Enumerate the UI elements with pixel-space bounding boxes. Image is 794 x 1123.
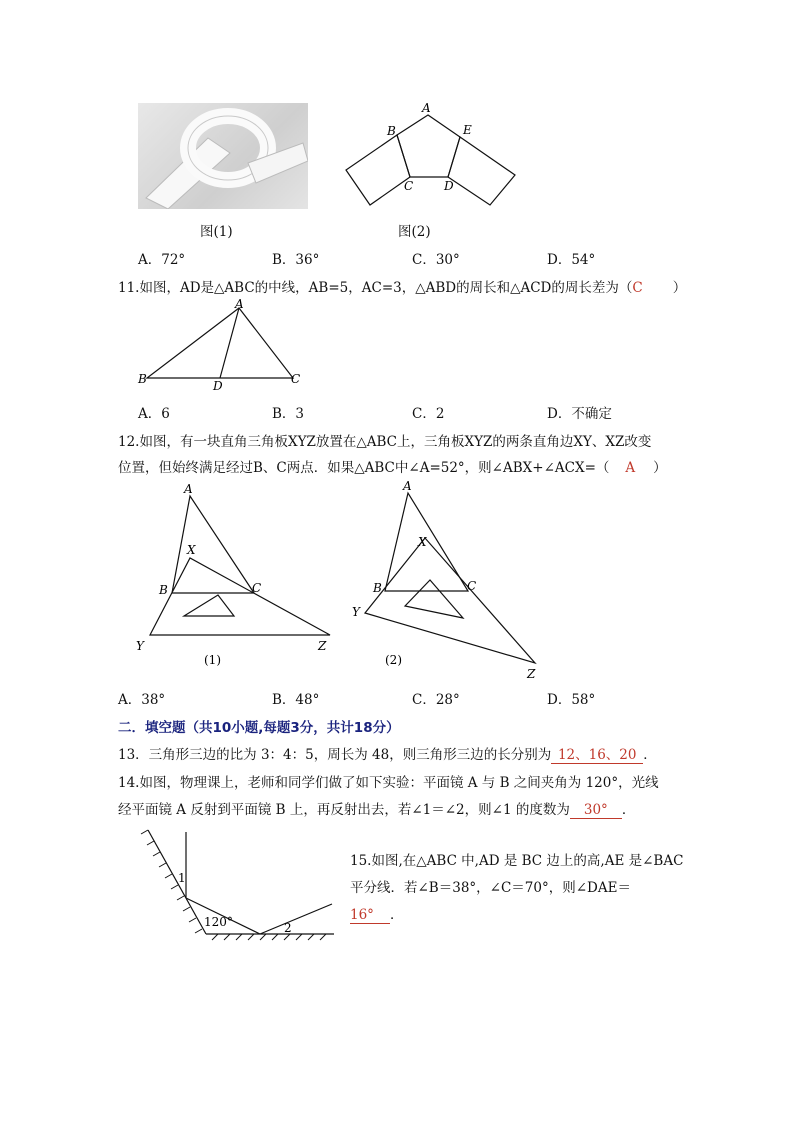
label-D: D [444, 179, 454, 193]
q12-2-label-Y: Y [352, 605, 360, 619]
q11-text: 11.如图，AD是△ABC的中线，AB=5，AC=3，△ABD的周长和△ACD的周长差为（ [118, 280, 633, 296]
q11-option-d: D．不确定 [547, 406, 612, 422]
q12-figure-2 [345, 478, 555, 683]
q11-close: ） [672, 280, 687, 296]
label-B: B [387, 124, 396, 138]
q12-1-label-C: C [252, 581, 262, 595]
q12-caption-1: (1) [204, 653, 221, 667]
folded-strip-drawing [138, 103, 308, 209]
q12-text2: 位置，但始终满足经过B、C两点．如果△ABC中∠A=52°，则∠ABX+∠ACX=（ [118, 460, 610, 476]
q11-option-a: A．6 [138, 406, 170, 422]
q12-line2 [118, 456, 667, 476]
q14-answer: 30° [570, 802, 622, 819]
label-C: C [404, 179, 414, 193]
section2-title: 二．填空题（共10小题,每题3分，共计18分） [118, 720, 400, 736]
q10-option-a: A．72° [138, 252, 186, 268]
q11-label-A: A [235, 298, 244, 311]
q12-1-label-B: B [159, 583, 168, 597]
q12-caption-2: (2) [385, 653, 402, 667]
label-E: E [463, 123, 472, 137]
fig1-caption: 图(1) [200, 224, 233, 240]
q13-question [118, 743, 657, 764]
q14-line2 [118, 798, 635, 819]
q11-label-D: D [213, 379, 223, 390]
q12-close: ） [653, 460, 667, 476]
q12-2-label-Z: Z [527, 667, 536, 681]
q12-figure-1 [132, 478, 342, 673]
q11-triangle-figure [135, 298, 310, 390]
q10-option-b: B．36° [272, 252, 320, 268]
q14-angle2-label: 2 [284, 921, 292, 935]
q12-1-label-Y: Y [136, 639, 144, 653]
q14-mirror-figure [138, 826, 343, 946]
q12-2-label-A: A [403, 479, 412, 493]
q10-option-c: C．30° [412, 252, 460, 268]
q15-answer: 16° [350, 907, 390, 924]
q14-angle-label: 120° [204, 915, 233, 929]
q12-2-label-X: X [418, 535, 427, 549]
pentagon-figure [340, 100, 520, 210]
q12-option-a: A．38° [118, 692, 166, 708]
fig2-caption: 图(2) [398, 224, 431, 240]
q15-end: ． [390, 907, 404, 923]
q14-line1: 14.如图，物理课上，老师和同学们做了如下实验：平面镜 A 与 B 之间夹角为 120°，光线 [118, 775, 659, 791]
q12-2-label-C: C [467, 579, 477, 593]
q15-line1: 15.如图,在△ABC 中,AD 是 BC 边上的高,AE 是∠BAC [350, 853, 684, 869]
q11-label-B: B [138, 372, 147, 386]
label-A: A [422, 101, 431, 115]
q12-option-c: C．28° [412, 692, 460, 708]
q11-option-b: B．3 [272, 406, 305, 422]
q13-end: ． [643, 747, 657, 763]
q12-line1: 12.如图，有一块直角三角板XYZ放置在△ABC上，三角板XYZ的两条直角边XY、XZ改变 [118, 434, 652, 450]
q11-option-c: C．2 [412, 406, 445, 422]
q13-answer: 12、16、20 [551, 743, 643, 764]
q11-question [118, 276, 686, 296]
q12-option-d: D．58° [547, 692, 596, 708]
q15-answer-line [350, 903, 404, 924]
q12-1-label-A: A [184, 482, 193, 496]
q12-1-label-X: X [187, 543, 196, 557]
q11-label-C: C [291, 372, 301, 386]
q14-end: ． [621, 802, 636, 818]
q12-2-label-B: B [373, 581, 382, 595]
q14-angle1-label: 1 [178, 871, 186, 885]
q12-option-b: B．48° [272, 692, 320, 708]
folded-strip-photo [138, 103, 308, 209]
q11-answer: C [632, 280, 643, 296]
q12-1-label-Z: Z [318, 639, 327, 653]
q15-line2: 平分线．若∠B＝38°，∠C＝70°，则∠DAE＝ [350, 880, 631, 896]
q13-text: 13．三角形三边的比为 3：4：5，周长为 48，则三角形三边的长分别为 [118, 747, 552, 763]
q12-answer: A [625, 460, 636, 476]
q10-option-d: D．54° [547, 252, 596, 268]
q14-text2: 经平面镜 A 反射到平面镜 B 上，再反射出去，若∠1＝∠2，则∠1 的度数为 [118, 802, 570, 818]
